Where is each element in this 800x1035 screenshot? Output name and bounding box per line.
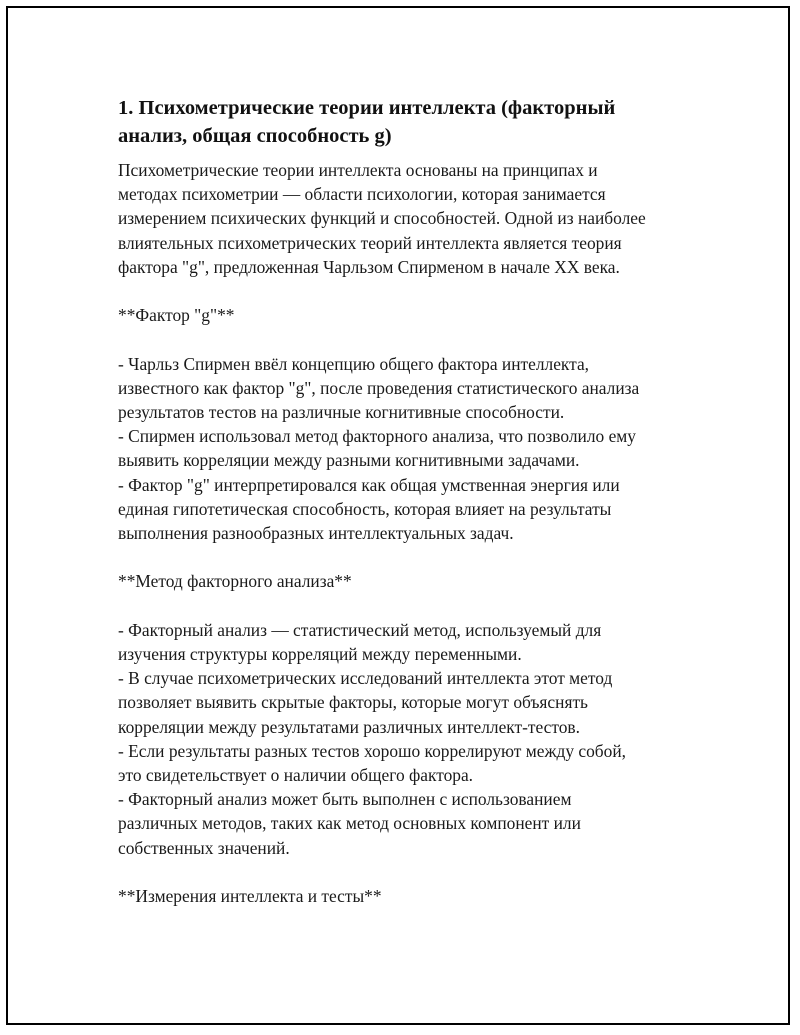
intro-line: измерением психических функций и способностей. Одной из наиболее bbox=[118, 208, 646, 229]
intro-line: влиятельных психометрических теорий интеллекта является теория bbox=[118, 232, 622, 253]
intro-paragraph bbox=[118, 158, 698, 279]
section-g-factor-body bbox=[118, 352, 698, 546]
body-line: - Если результаты разных тестов хорошо коррелируют между собой, bbox=[118, 740, 626, 761]
section-factor-analysis-body bbox=[118, 618, 698, 860]
intro-line: Психометрические теории интеллекта основаны на принципах и bbox=[118, 160, 598, 180]
body-line: результатов тестов на различные когнитивные способности. bbox=[118, 402, 565, 422]
document-title bbox=[118, 94, 698, 150]
body-line: - Спирмен использовал метод факторного анализа, что позволило ему bbox=[118, 426, 636, 447]
section-heading-intelligence-tests: **Измерения интеллекта и тесты** bbox=[118, 886, 382, 907]
body-line: изучения структуры корреляций между переменными. bbox=[118, 644, 522, 664]
body-line: корреляции между результатами различных интеллект-тестов. bbox=[118, 716, 580, 737]
body-line: - В случае психометрических исследований интеллекта этот метод bbox=[118, 668, 613, 689]
body-line: - Фактор "g" интерпретировался как общая умственная энергия или bbox=[118, 474, 620, 495]
body-line: выполнения разнообразных интеллектуальных задач. bbox=[118, 523, 514, 544]
intro-line: фактора "g", предложенная Чарльзом Спирменом в начале XX века. bbox=[118, 256, 620, 277]
body-line: - Факторный анализ может быть выполнен с использованием bbox=[118, 789, 572, 810]
section-heading-g-factor: **Фактор "g"** bbox=[118, 305, 235, 326]
body-line: известного как фактор "g", после проведения статистического анализа bbox=[118, 377, 640, 398]
title-line: 1. Психометрические теории интеллекта (факторный bbox=[118, 97, 616, 119]
body-line: это свидетельствует о наличии общего фактора. bbox=[118, 765, 474, 786]
body-line: единая гипотетическая способность, которая влияет на результаты bbox=[118, 498, 612, 519]
body-line: - Факторный анализ — статистический метод, используемый для bbox=[118, 619, 602, 640]
body-line: собственных значений. bbox=[118, 837, 290, 858]
intro-line: методах психометрии — области психологии, которая занимается bbox=[118, 184, 606, 205]
body-line: выявить корреляции между разными когнитивными задачами. bbox=[118, 450, 580, 471]
body-line: различных методов, таких как метод основных компонент или bbox=[118, 813, 581, 834]
section-heading-factor-analysis: **Метод факторного анализа** bbox=[118, 571, 352, 592]
title-line: анализ, общая способность g) bbox=[118, 125, 392, 147]
body-line: - Чарльз Спирмен ввёл концепцию общего фактора интеллекта, bbox=[118, 353, 590, 374]
document-body bbox=[118, 94, 698, 908]
body-line: позволяет выявить скрытые факторы, которые могут объяснять bbox=[118, 692, 588, 713]
